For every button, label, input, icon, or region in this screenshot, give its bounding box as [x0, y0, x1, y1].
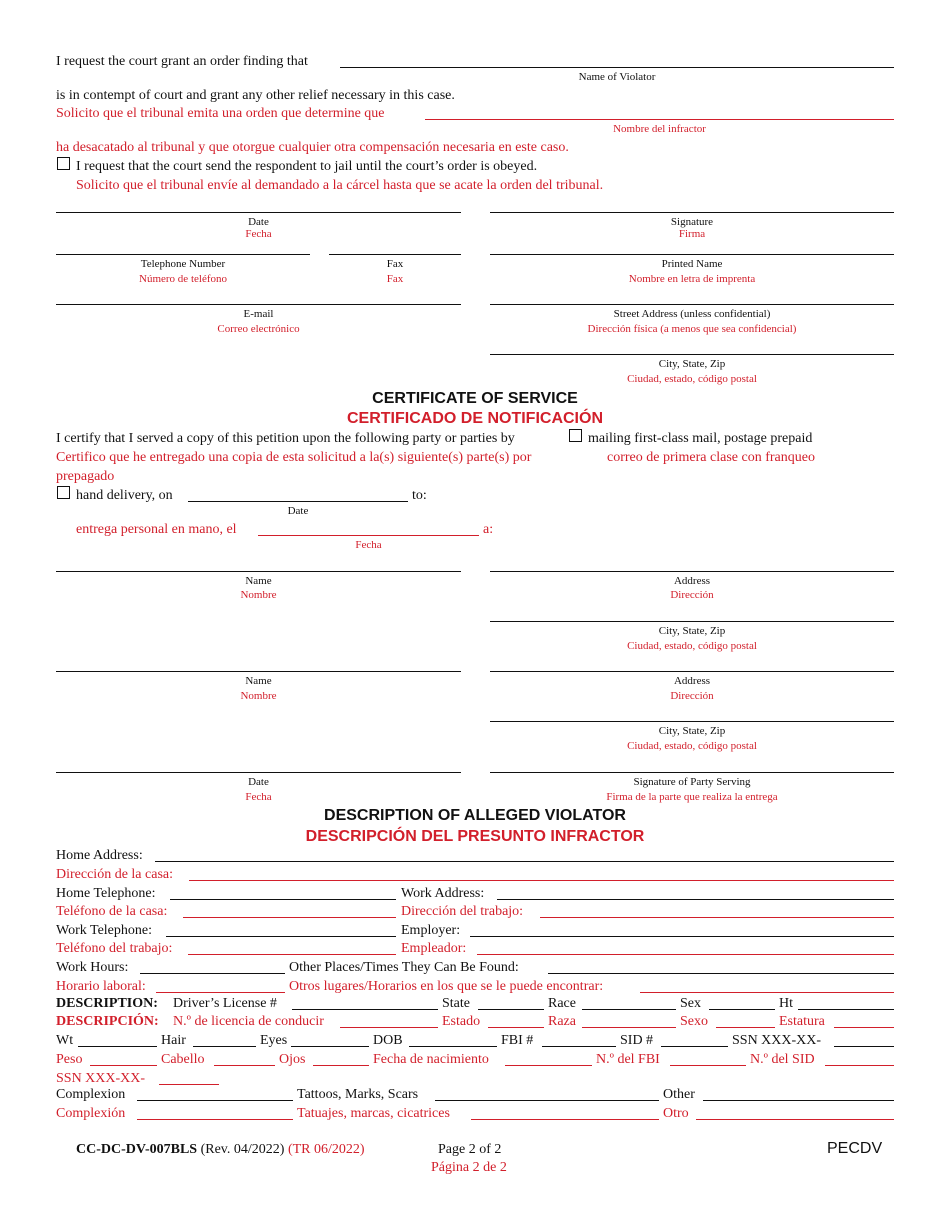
state-field[interactable]: [478, 1009, 544, 1010]
hair-label-es: Cabello: [161, 1052, 205, 1067]
violator-name-field-es: [425, 119, 894, 120]
hair-label: Hair: [161, 1033, 186, 1048]
street-address-label: Street Address (unless confidential): [613, 308, 771, 320]
ssn-field-es: [159, 1084, 219, 1085]
home-telephone-label-es: Teléfono de la casa:: [56, 904, 168, 919]
dob-label: DOB: [373, 1033, 403, 1048]
work-address-label: Work Address:: [401, 886, 485, 901]
work-hours-field[interactable]: [140, 973, 285, 974]
telephone-label: Telephone Number: [140, 258, 226, 270]
other-places-field[interactable]: [548, 973, 894, 974]
sid-field-es: [825, 1065, 894, 1066]
printed-name-label-es: Nombre en letra de imprenta: [628, 273, 756, 285]
hand-delivery-date-field-es: [258, 535, 479, 536]
printed-name-field[interactable]: [490, 254, 894, 255]
service-date-label-es: Fecha: [245, 791, 272, 803]
party1-address-label: Address: [673, 575, 711, 587]
sex-label: Sex: [680, 996, 701, 1011]
party2-name-field[interactable]: [56, 671, 461, 672]
eyes-field[interactable]: [291, 1046, 369, 1047]
mail-option-label-es-2: prepagado: [56, 469, 115, 484]
home-address-label-es: Dirección de la casa:: [56, 867, 173, 882]
state-label: State: [442, 996, 470, 1011]
party2-address-label: Address: [673, 675, 711, 687]
fbi-label-es: N.º del FBI: [596, 1052, 660, 1067]
email-label: E-mail: [243, 308, 274, 320]
tattoos-label: Tattoos, Marks, Scars: [297, 1087, 419, 1102]
employer-field[interactable]: [470, 936, 894, 937]
description-label: DESCRIPTION:: [56, 996, 158, 1011]
date-field[interactable]: [56, 212, 461, 213]
fax-label: Fax: [386, 258, 404, 270]
email-label-es: Correo electrónico: [217, 323, 300, 335]
race-label-es: Raza: [548, 1014, 576, 1029]
party2-address-field[interactable]: [490, 671, 894, 672]
server-signature-label: Signature of Party Serving: [633, 776, 751, 788]
description-title: DESCRIPTION OF ALLEGED VIOLATOR: [324, 807, 626, 824]
hand-delivery-checkbox[interactable]: [57, 486, 70, 499]
fax-label-es: Fax: [386, 273, 404, 285]
form-id: CC-DC-DV-007BLS: [76, 1142, 198, 1157]
license-label-es: N.º de licencia de conducir: [173, 1014, 324, 1029]
party2-name-label-es: Nombre: [240, 690, 277, 702]
work-address-field-es: [540, 917, 894, 918]
printed-name-label: Printed Name: [661, 258, 723, 270]
fbi-field-es: [670, 1065, 746, 1066]
city-state-zip-label: City, State, Zip: [658, 358, 726, 370]
home-address-label: Home Address:: [56, 848, 143, 863]
party2-city-label-es: Ciudad, estado, código postal: [627, 740, 757, 752]
eyes-label-es: Ojos: [279, 1052, 306, 1067]
jail-option-label: I request that the court send the respondent to jail until the court’s order is obeyed.: [76, 159, 538, 174]
license-field[interactable]: [292, 1009, 438, 1010]
employer-field-es: [477, 954, 894, 955]
race-field[interactable]: [582, 1009, 676, 1010]
work-telephone-field[interactable]: [166, 936, 396, 937]
jail-option-label-es: Solicito que el tribunal envíe al demandado a la cárcel hasta que se acate la orden del tribunal.: [76, 178, 604, 193]
ssn-label-es: SSN XXX-XX-: [56, 1071, 146, 1086]
complexion-label-es: Complexión: [56, 1106, 126, 1121]
contempt-text-es: ha desacatado al tribunal y que otorgue cualquier otra compensación necesaria en este caso.: [56, 140, 569, 155]
order-request-text: I request the court grant an order finding that: [56, 54, 308, 69]
sex-label-es: Sexo: [680, 1014, 708, 1029]
complexion-label: Complexion: [56, 1087, 126, 1102]
other-label: Other: [663, 1087, 695, 1102]
weight-label-es: Peso: [56, 1052, 83, 1067]
weight-field[interactable]: [78, 1046, 157, 1047]
other-field[interactable]: [703, 1100, 894, 1101]
complexion-field[interactable]: [137, 1100, 293, 1101]
signature-label: Signature: [670, 216, 714, 228]
service-date-field[interactable]: [56, 772, 461, 773]
footer-form-id-line: [76, 1141, 365, 1158]
fbi-label: FBI #: [501, 1033, 534, 1048]
party1-city-label: City, State, Zip: [658, 625, 726, 637]
other-places-label: Other Places/Times They Can Be Found:: [289, 960, 519, 975]
work-hours-label-es: Horario laboral:: [56, 979, 146, 994]
mail-checkbox[interactable]: [569, 429, 582, 442]
hair-field[interactable]: [193, 1046, 256, 1047]
date-label-es: Fecha: [245, 228, 272, 240]
work-telephone-field-es: [188, 954, 396, 955]
work-hours-label: Work Hours:: [56, 960, 129, 975]
telephone-field[interactable]: [56, 254, 310, 255]
form-code: PECDV: [827, 1140, 883, 1157]
dob-field[interactable]: [409, 1046, 497, 1047]
page-number: Page 2 of 2: [438, 1142, 502, 1157]
weight-field-es: [90, 1065, 157, 1066]
violator-name-label-es: Nombre del infractor: [613, 123, 706, 135]
translation-revision: (TR 06/2022): [287, 1142, 365, 1157]
mail-option-label-es: correo de primera clase con franqueo: [607, 450, 815, 465]
sex-field[interactable]: [709, 1009, 775, 1010]
work-telephone-label-es: Teléfono del trabajo:: [56, 941, 173, 956]
eyes-label: Eyes: [260, 1033, 288, 1048]
party1-name-label-es: Nombre: [240, 589, 277, 601]
home-telephone-field[interactable]: [170, 899, 396, 900]
violator-name-field[interactable]: [340, 67, 894, 68]
order-request-text-es: Solicito que el tribunal emita una orden que determine que: [56, 106, 385, 121]
certificate-title: CERTIFICATE OF SERVICE: [372, 390, 578, 407]
eyes-field-es: [313, 1065, 369, 1066]
signature-label-es: Firma: [678, 228, 706, 240]
certify-text-es: Certifico que he entregado una copia de esta solicitud a la(s) siguiente(s) parte(s) por: [56, 450, 532, 465]
party1-city-field[interactable]: [490, 621, 894, 622]
home-telephone-label: Home Telephone:: [56, 886, 156, 901]
party2-address-label-es: Dirección: [670, 690, 714, 702]
party1-city-label-es: Ciudad, estado, código postal: [627, 640, 757, 652]
tattoos-field-es: [471, 1119, 659, 1120]
jail-checkbox[interactable]: [57, 157, 70, 170]
hand-delivery-date-label-es: Fecha: [355, 539, 382, 551]
page-number-es: Página 2 de 2: [431, 1160, 507, 1175]
other-places-field-es: [640, 992, 894, 993]
party1-name-field[interactable]: [56, 571, 461, 572]
other-places-label-es: Otros lugares/Horarios en los que se le puede encontrar:: [289, 979, 604, 994]
sid-label-es: N.º del SID: [750, 1052, 815, 1067]
ssn-label: SSN XXX-XX-: [732, 1033, 822, 1048]
other-label-es: Otro: [663, 1106, 689, 1121]
email-field[interactable]: [56, 304, 461, 305]
party1-address-label-es: Dirección: [670, 589, 714, 601]
description-title-es: DESCRIPCIÓN DEL PRESUNTO INFRACTOR: [305, 828, 645, 845]
date-label: Date: [248, 216, 269, 228]
hand-delivery-date-field[interactable]: [188, 501, 408, 502]
sex-field-es: [716, 1027, 775, 1028]
tattoos-field[interactable]: [435, 1100, 659, 1101]
tattoos-label-es: Tatuajes, marcas, cicatrices: [297, 1106, 450, 1121]
hand-delivery-to: to:: [412, 488, 427, 503]
weight-label: Wt: [56, 1033, 74, 1048]
dob-field-es: [505, 1065, 592, 1066]
street-address-field[interactable]: [490, 304, 894, 305]
signature-field[interactable]: [490, 212, 894, 213]
height-field[interactable]: [798, 1009, 894, 1010]
description-label-es: DESCRIPCIÓN:: [56, 1014, 159, 1029]
dob-label-es: Fecha de nacimiento: [373, 1052, 489, 1067]
other-field-es: [696, 1119, 894, 1120]
sid-label: SID #: [620, 1033, 654, 1048]
race-field-es: [582, 1027, 676, 1028]
certificate-title-es: CERTIFICADO DE NOTIFICACIÓN: [347, 410, 603, 427]
complexion-field-es: [137, 1119, 293, 1120]
violator-name-label: Name of Violator: [578, 71, 656, 83]
mail-option-label: mailing first-class mail, postage prepaid: [588, 431, 813, 446]
employer-label: Employer:: [401, 923, 461, 938]
party2-name-label: Name: [245, 675, 272, 687]
party2-city-label: City, State, Zip: [658, 725, 726, 737]
hair-field-es: [214, 1065, 275, 1066]
contempt-text: is in contempt of court and grant any other relief necessary in this case.: [56, 88, 455, 103]
work-hours-field-es: [156, 992, 285, 993]
service-date-label: Date: [248, 776, 269, 788]
certify-text: I certify that I served a copy of this petition upon the following party or parties by: [56, 431, 515, 446]
hand-delivery-label: hand delivery, on: [76, 488, 173, 503]
race-label: Race: [548, 996, 576, 1011]
ssn-field[interactable]: [834, 1046, 894, 1047]
revision: (Rev. 04/2022): [200, 1142, 285, 1157]
hand-delivery-date-label: Date: [287, 505, 309, 517]
hand-delivery-label-es: entrega personal en mano, el: [76, 522, 237, 537]
home-telephone-field-es: [183, 917, 396, 918]
fbi-field[interactable]: [542, 1046, 616, 1047]
server-signature-field[interactable]: [490, 772, 894, 773]
license-field-es: [340, 1027, 438, 1028]
state-label-es: Estado: [442, 1014, 481, 1029]
work-address-field[interactable]: [497, 899, 894, 900]
hand-delivery-to-es: a:: [483, 522, 494, 537]
state-field-es: [488, 1027, 544, 1028]
home-address-field[interactable]: [155, 861, 894, 862]
height-label: Ht: [779, 996, 793, 1011]
city-state-zip-field[interactable]: [490, 354, 894, 355]
height-field-es: [834, 1027, 894, 1028]
street-address-label-es: Dirección física (a menos que sea confidencial): [587, 323, 797, 335]
party1-address-field[interactable]: [490, 571, 894, 572]
license-label: Driver’s License #: [173, 996, 277, 1011]
height-label-es: Estatura: [779, 1014, 825, 1029]
city-state-zip-label-es: Ciudad, estado, código postal: [627, 373, 757, 385]
party2-city-field[interactable]: [490, 721, 894, 722]
server-signature-label-es: Firma de la parte que realiza la entrega: [606, 791, 778, 803]
home-address-field-es: [189, 880, 894, 881]
sid-field[interactable]: [661, 1046, 728, 1047]
work-address-label-es: Dirección del trabajo:: [401, 904, 524, 919]
employer-label-es: Empleador:: [401, 941, 467, 956]
work-telephone-label: Work Telephone:: [56, 923, 152, 938]
telephone-label-es: Número de teléfono: [139, 273, 227, 285]
fax-field[interactable]: [329, 254, 461, 255]
party1-name-label: Name: [245, 575, 272, 587]
